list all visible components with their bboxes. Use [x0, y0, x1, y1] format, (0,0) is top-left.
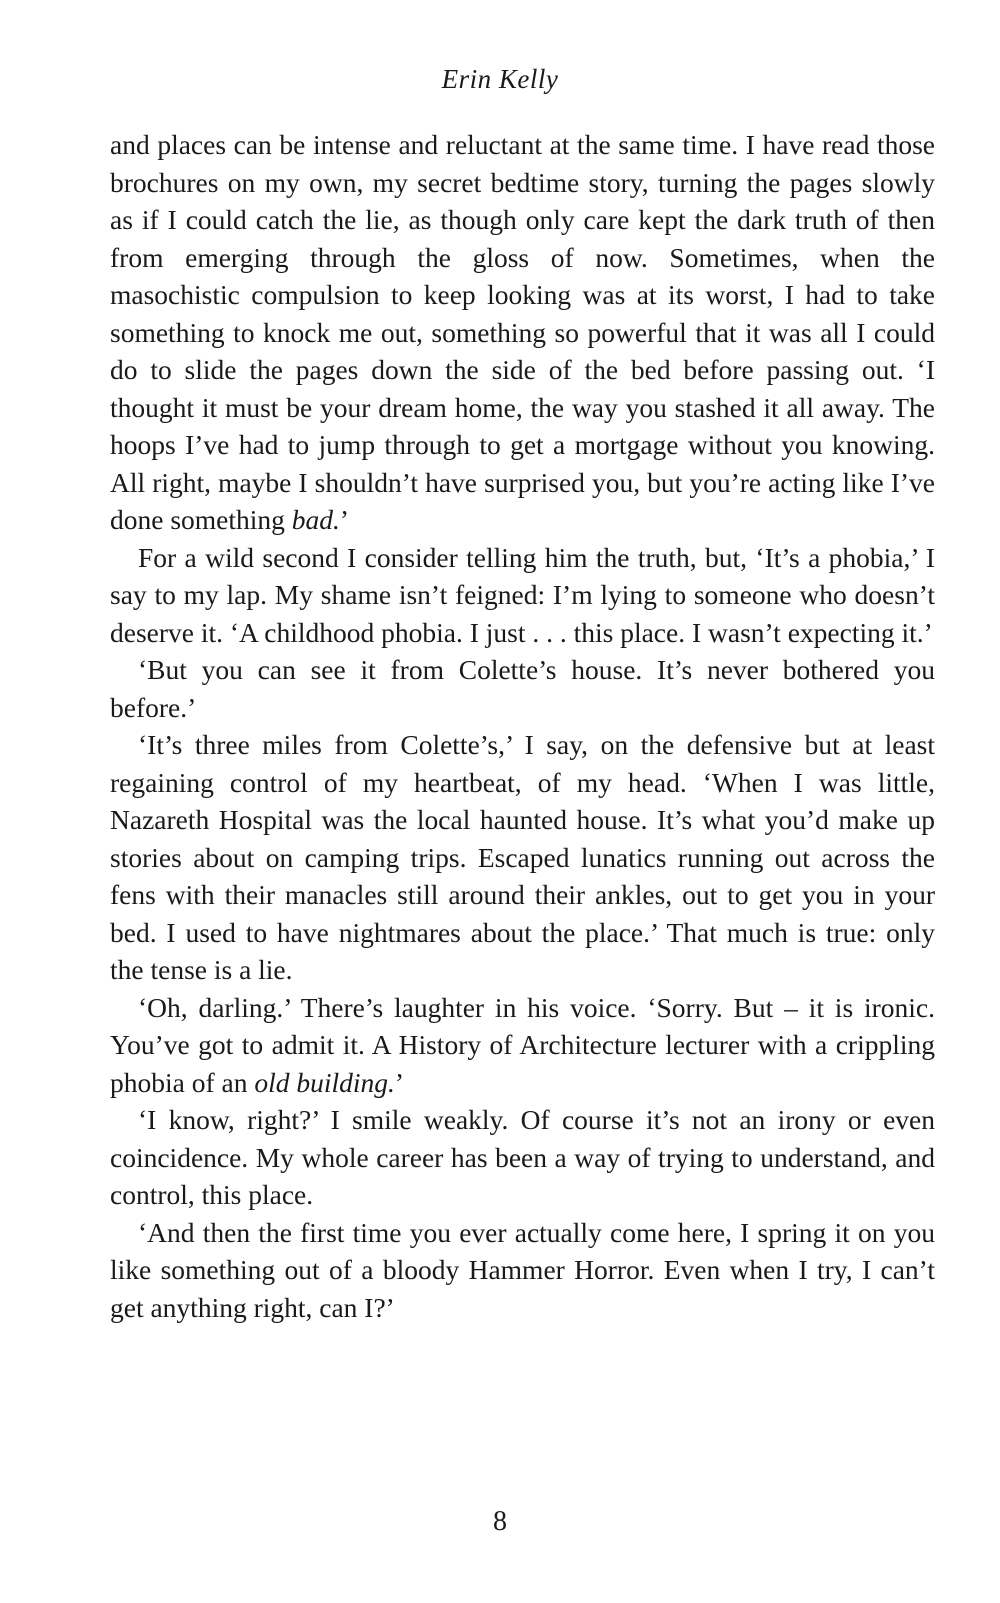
text-run: ‘And then the first time you ever actually come here, I spring it on you like something out of a bloody Hammer Horror. Even when I try, I can’t get anything right, can I?’: [110, 1216, 935, 1323]
paragraph: [110, 989, 935, 1102]
running-head: Erin Kelly: [441, 64, 559, 94]
paragraph: [110, 726, 935, 989]
text-run: ’: [394, 1066, 405, 1098]
text-run: and places can be intense and reluctant at the same time. I have read those brochures on my own, my secret bedtime story, turning the pages slowly as if I could catch the lie, as though only care kept the dark truth of then from emerging through the gloss of now. Sometimes, when the masochistic compulsion to keep looking was at its worst, I had to take something to knock me out, something so powerful that it was all I could do to slide the pages down the side of the bed before passing out. ‘I thought it must be your dream home, the way you stashed it all away. The hoops I’ve had to jump through to get a mortgage without you knowing. All right, maybe I shouldn’t have surprised you, but you’re acting like I’ve done something: [110, 129, 935, 535]
body-text: [110, 126, 935, 1326]
text-run: ’: [339, 504, 350, 535]
paragraph: [110, 539, 935, 652]
page-number: 8: [493, 1506, 507, 1537]
italic-text-run: bad.: [291, 504, 340, 535]
text-run: ‘Oh, darling.’ There’s laughter in his voice. ‘Sorry. But – it is ironic. You’ve got to admit it. A History of Architecture lecturer with a crippling phobia of an: [110, 991, 935, 1098]
paragraph: [110, 651, 935, 726]
text-run: ‘I know, right?’ I smile weakly. Of course it’s not an irony or even coincidence. My whole career has been a way of trying to understand, and control, this place.: [110, 1104, 935, 1210]
text-run: ‘But you can see it from Colette’s house. It’s never bothered you before.’: [110, 654, 935, 723]
text-run: ‘It’s three miles from Colette’s,’ I say, on the defensive but at least regaining control of my heartbeat, of my head. ‘When I was little, Nazareth Hospital was the local haunted house. It’s what you’d make up stories about on camping trips. Escaped lunatics running out across the fens with their manacles still around their ankles, out to get you in your bed. I used to have nightmares about the place.’ That much is true: only the tense is a lie.: [110, 729, 935, 985]
text-run: For a wild second I consider telling him the truth, but, ‘It’s a phobia,’ I say to my lap. My shame isn’t feigned: I’m lying to someone who doesn’t deserve it. ‘A childhood phobia. I just . . . this place. I wasn’t expecting it.’: [110, 541, 935, 648]
paragraph: [110, 1101, 935, 1214]
paragraph: [110, 126, 935, 539]
italic-text-run: old building.: [254, 1066, 395, 1098]
paragraph: [110, 1214, 935, 1327]
